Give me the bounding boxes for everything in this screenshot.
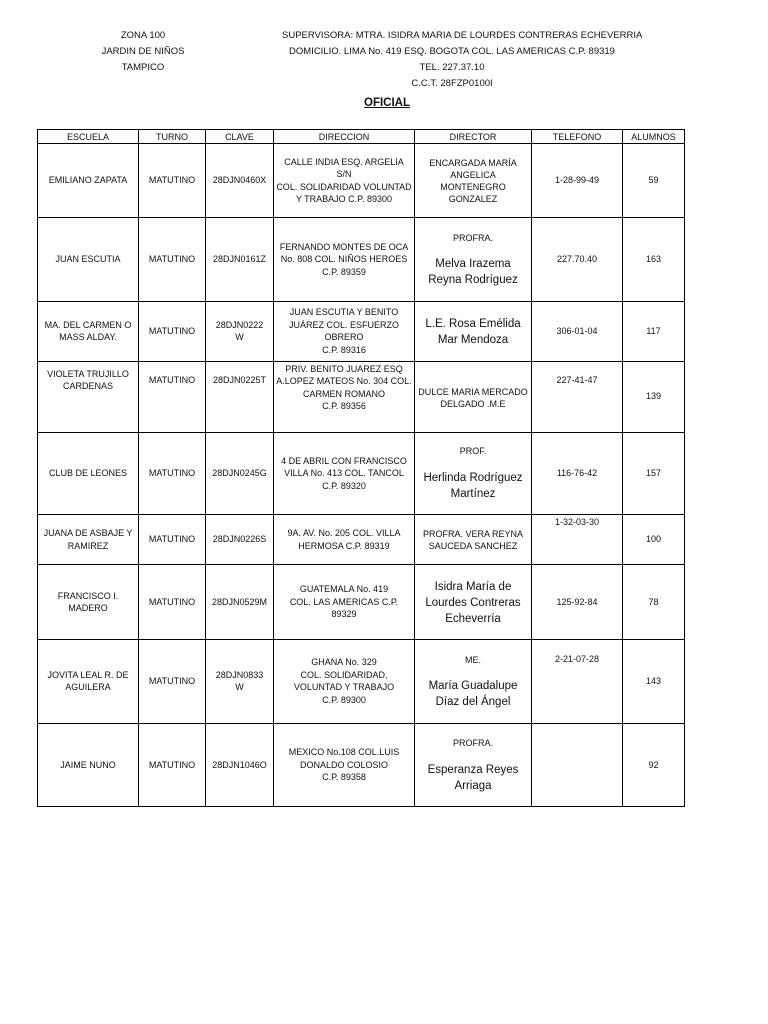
- cell-alumnos: 163: [623, 218, 685, 302]
- cell-escuela: EMILIANO ZAPATA: [38, 144, 139, 218]
- director-title: PROF.: [459, 446, 487, 456]
- header-left-block: [78, 28, 208, 76]
- director-title: ME.: [464, 654, 481, 665]
- cell-turno: MATUTINO: [139, 218, 206, 302]
- table-row: [38, 723, 685, 807]
- cell-director: [415, 565, 532, 640]
- cell-alumnos: 92: [623, 723, 685, 807]
- cell-alumnos: 78: [623, 565, 685, 640]
- cct-line: C.C.T. 28FZP0100I: [411, 78, 493, 89]
- cell-alumnos: 157: [623, 432, 685, 515]
- table-row: [38, 301, 685, 361]
- director-title: PROFRA.: [452, 738, 493, 748]
- cell-telefono: 1-32-03-30: [532, 515, 623, 565]
- column-header-direccion: DIRECCION: [274, 130, 415, 144]
- cell-turno: MATUTINO: [139, 640, 206, 724]
- cell-turno: MATUTINO: [139, 723, 206, 807]
- cell-telefono: 227.70.40: [532, 218, 623, 302]
- cell-alumnos: 117: [623, 301, 685, 361]
- cell-direccion: GHANA No. 329 COL. SOLIDARIDAD, VOLUNTAD Y TRABAJO C.P. 89300: [274, 640, 415, 724]
- director-name: Isidra María de Lourdes Contreras Echeverría: [425, 580, 521, 625]
- director-name: María Guadalupe Díaz del Ángel: [428, 680, 518, 708]
- cell-director: [415, 432, 532, 515]
- schools-table: [37, 129, 685, 807]
- director-title: PROFRA.: [452, 232, 493, 243]
- cell-turno: MATUTINO: [139, 515, 206, 565]
- cell-escuela: VIOLETA TRUJILLO CARDENAS: [38, 361, 139, 432]
- director-name: ENCARGADA MARÍA ANGELICA MONTENEGRO GONZALEZ: [429, 157, 517, 204]
- director-name: L.E. Rosa Emélida Mar Mendoza: [425, 318, 521, 346]
- cell-telefono: 2-21-07-28: [532, 640, 623, 724]
- cell-direccion: PRIV. BENITO JUAREZ ESQ A.LOPEZ MATEOS No. 304 COL. CARMEN ROMANO C.P. 89356: [274, 361, 415, 432]
- cell-director: [415, 361, 532, 432]
- cell-escuela: MA. DEL CARMEN O MASS ALDAY.: [38, 301, 139, 361]
- director-name: DULCE MARIA MERCADO DELGADO .M.E: [418, 387, 528, 409]
- table-row: [38, 640, 685, 724]
- cell-clave: 28DJN0833 W: [206, 640, 274, 724]
- cell-telefono: 116-76-42: [532, 432, 623, 515]
- cell-director: [415, 515, 532, 565]
- cell-escuela: CLUB DE LEONES: [38, 432, 139, 515]
- table-row: [38, 432, 685, 515]
- cell-turno: MATUTINO: [139, 301, 206, 361]
- table-row: [38, 515, 685, 565]
- table-header-row: [38, 130, 685, 144]
- cell-clave: 28DJN0222 W: [206, 301, 274, 361]
- cell-turno: MATUTINO: [139, 361, 206, 432]
- cell-turno: MATUTINO: [139, 144, 206, 218]
- cell-clave: 28DJN0245G: [206, 432, 274, 515]
- cell-alumnos: 139: [623, 361, 685, 432]
- cell-director: [415, 723, 532, 807]
- cell-telefono: [532, 723, 623, 807]
- cell-clave: 28DJN0460X: [206, 144, 274, 218]
- table-row: [38, 144, 685, 218]
- cell-telefono: 1-28-99-49: [532, 144, 623, 218]
- cell-clave: 28DJN0161Z: [206, 218, 274, 302]
- cell-direccion: MEXICO No.108 COL.LUIS DONALDO COLOSIO C.P. 89358: [274, 723, 415, 807]
- cell-telefono: 227-41-47: [532, 361, 623, 432]
- zone-label: ZONA 100: [120, 30, 166, 41]
- cell-turno: MATUTINO: [139, 432, 206, 515]
- city-label: TAMPICO: [121, 62, 165, 73]
- cell-clave: 28DJN0226S: [206, 515, 274, 565]
- table-row: [38, 565, 685, 640]
- phone-line: TEL. 227.37.10: [419, 62, 485, 73]
- supervisor-line: SUPERVISORA: MTRA. ISIDRA MARIA DE LOURDES CONTRERAS ECHEVERRIA: [282, 30, 643, 41]
- director-name: PROFRA. VERA REYNA SAUCEDA SANCHEZ: [422, 528, 524, 551]
- cell-director: [415, 144, 532, 218]
- director-name: Melva Irazema Reyna Rodríguez: [428, 258, 518, 286]
- cell-alumnos: 100: [623, 515, 685, 565]
- header-right-block: [282, 28, 643, 92]
- cell-direccion: GUATEMALA No. 419 COL. LAS AMERICAS C.P. 89329: [274, 565, 415, 640]
- cell-director: [415, 301, 532, 361]
- cell-director: [415, 640, 532, 724]
- director-name: Herlinda Rodríguez Martínez: [423, 471, 523, 500]
- cell-escuela: JOVITA LEAL R. DE AGUILERA: [38, 640, 139, 724]
- table-row: [38, 361, 685, 432]
- cell-alumnos: 143: [623, 640, 685, 724]
- column-header-director: DIRECTOR: [415, 130, 532, 144]
- column-header-telefono: TELEFONO: [532, 130, 623, 144]
- cell-alumnos: 59: [623, 144, 685, 218]
- cell-direccion: FERNANDO MONTES DE OCA No. 808 COL. NIÑOS HEROES C.P. 89359: [274, 218, 415, 302]
- table-row: [38, 218, 685, 302]
- cell-escuela: JUAN ESCUTIA: [38, 218, 139, 302]
- cell-direccion: JUAN ESCUTIA Y BENITO JUÁREZ COL. ESFUERZO OBRERO C.P. 89316: [274, 301, 415, 361]
- address-line: DOMICILIO. LIMA No. 419 ESQ. BOGOTA COL. LAS AMERICAS C.P. 89319: [289, 46, 615, 57]
- cell-direccion: 4 DE ABRIL CON FRANCISCO VILLA No. 413 COL. TANCOL C.P. 89320: [274, 432, 415, 515]
- cell-turno: MATUTINO: [139, 565, 206, 640]
- cell-clave: 28DJN0225T: [206, 361, 274, 432]
- column-header-clave: CLAVE: [206, 130, 274, 144]
- column-header-escuela: ESCUELA: [38, 130, 139, 144]
- column-header-turno: TURNO: [139, 130, 206, 144]
- cell-escuela: JAIME NUNO: [38, 723, 139, 807]
- cell-clave: 28DJN0529M: [206, 565, 274, 640]
- cell-telefono: 306-01-04: [532, 301, 623, 361]
- column-header-alumnos: ALUMNOS: [623, 130, 685, 144]
- cell-director: [415, 218, 532, 302]
- cell-direccion: CALLE INDIA ESQ. ARGELIA S/N COL. SOLIDARIDAD VOLUNTAD Y TRABAJO C.P. 89300: [274, 144, 415, 218]
- director-name: Esperanza Reyes Arriaga: [427, 763, 519, 792]
- cell-escuela: JUANA DE ASBAJE Y RAMIREZ: [38, 515, 139, 565]
- cell-direccion: 9A. AV. No. 205 COL. VILLA HERMOSA C.P. 89319: [274, 515, 415, 565]
- cell-telefono: 125-92-84: [532, 565, 623, 640]
- cell-clave: 28DJN1046O: [206, 723, 274, 807]
- page-title: OFICIAL: [364, 97, 410, 109]
- cell-escuela: FRANCISCO I. MADERO: [38, 565, 139, 640]
- school-type-label: JARDIN DE NIÑOS: [101, 46, 185, 57]
